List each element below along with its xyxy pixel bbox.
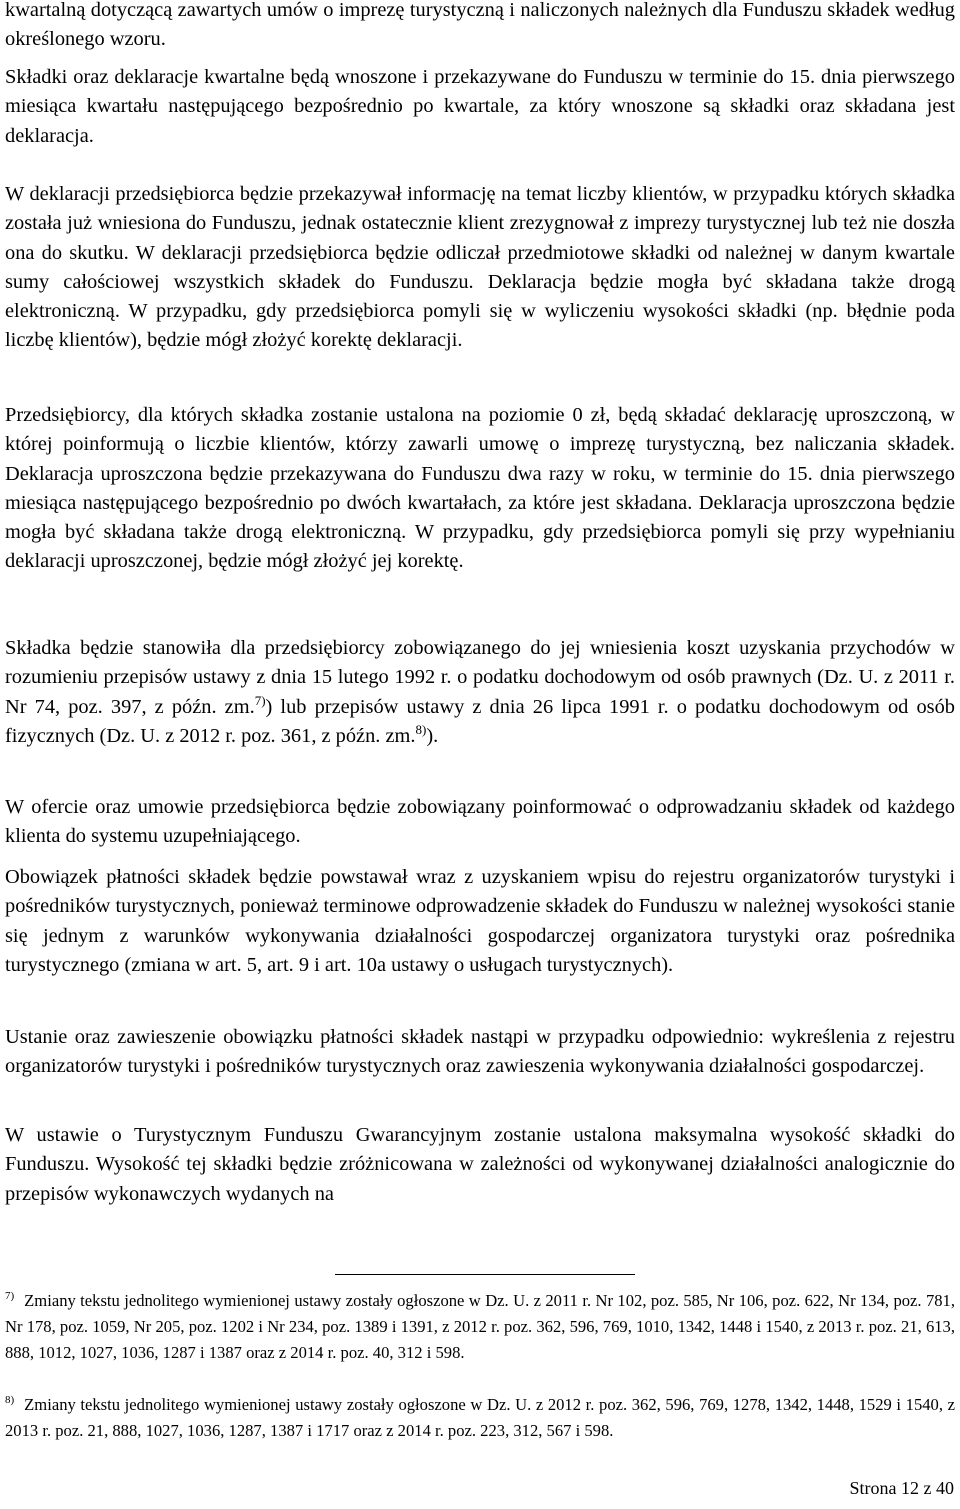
- paragraph-tax-cost-part-3: ).: [426, 724, 439, 747]
- paragraph-obligation-end: Ustanie oraz zawieszenie obowiązku płatności składek nastąpi w przypadku odpowiednio: wykreślenia z rejestru organizatorów turystyki i pośredników turystycznych oraz zawieszenia wykonywania działalności gospodarczej.: [5, 1026, 955, 1078]
- footnote-7: [5, 1288, 955, 1366]
- footnote-7-mark: 7): [5, 1290, 15, 1302]
- page-number: Strona 12 z 40: [849, 1478, 954, 1498]
- footnote-7-text: Zmiany tekstu jednolitego wymienionej ustawy zostały ogłoszone w Dz. U. z 2011 r. Nr 102, poz. 585, Nr 106, poz. 622, Nr 134, poz. 781, Nr 178, poz. 1059, Nr 205, poz. 1202 i Nr 234, poz. 1389 i 1391, z 2012 r. poz. 362, 596, 769, 1010, 1342, 1448 i 1540, z 2013 r. poz. 21, 613, 888, 1012, 1027, 1036, 1287 i 1387 oraz z 2014 r. poz. 40, 312 i 598.: [5, 1291, 955, 1362]
- paragraph-tax-cost-part-2: ) lub przepisów ustawy z dnia 26 lipca 1991 r. o podatku dochodowym od osób fizycznych (Dz. U. z 2012 r. poz. 361, z późn. zm.: [5, 695, 955, 747]
- paragraph-offer-information: W ofercie oraz umowie przedsiębiorca będzie zobowiązany poinformować o odprowadzaniu składek od każdego klienta do systemu uzupełniającego.: [5, 796, 955, 848]
- paragraph-tax-cost-part-1: Składka będzie stanowiła dla przedsiębiorcy zobowiązanego do jej wniesienia koszt uzyskania przychodów w rozumieniu przepisów ustawy z dnia 15 lutego 1992 r. o podatku dochodowym od osób prawnych (Dz. U. z 2011 r. Nr 74, poz. 397, z późn. zm.: [5, 637, 955, 718]
- footnote-8-mark: 8): [5, 1394, 15, 1406]
- footnote-separator: [335, 1274, 635, 1275]
- paragraph-payment-obligation: Obowiązek płatności składek będzie powstawał wraz z uzyskaniem wpisu do rejestru organizatorów turystyki i pośredników turystycznych, ponieważ terminowe odprowadzenie składek do Funduszu w należnej wysokości stanie się jednym z warunków wykonywania działalności gospodarczej organizatora turystyki oraz pośrednika turystycznego (zmiana w art. 5, art. 9 i art. 10a ustawy o usługach turystycznych).: [5, 866, 955, 976]
- paragraph-tax-cost: [5, 634, 955, 751]
- paragraph-declaration-continuation: kwartalną dotyczącą zawartych umów o imprezę turystyczną i naliczonych należnych dla Funduszu składek według określonego wzoru.: [5, 0, 955, 51]
- footnote-ref-8[interactable]: 8): [415, 721, 427, 737]
- footnote-ref-7[interactable]: 7): [254, 692, 266, 708]
- footnote-8: [5, 1392, 955, 1444]
- paragraph-simplified-declaration: Przedsiębiorcy, dla których składka zostanie ustalona na poziomie 0 zł, będą składać deklarację uproszczoną, w której poinformują o liczbie klientów, którzy zawarli umowę o imprezę turystyczną, bez naliczania składek. Deklaracja uproszczona będzie przekazywana do Funduszu dwa razy w roku, w terminie do 15. dnia pierwszego miesiąca następującego bezpośrednio po dwóch kwartałach, za które jest składana. Deklaracja uproszczona będzie mogła być składana także drogą elektroniczną. W przypadku, gdy przedsiębiorca pomyli się przy wypełnianiu deklaracji uproszczonej, będzie mógł złożyć jej korektę.: [5, 404, 955, 573]
- paragraph-maximum-contribution: W ustawie o Turystycznym Funduszu Gwarancyjnym zostanie ustalona maksymalna wysokość składki do Funduszu. Wysokość tej składki będzie zróżnicowana w zależności od wykonywanej działalności analogicznie do przepisów wykonawczych wydanych na: [5, 1124, 955, 1205]
- paragraph-payment-deadline: Składki oraz deklaracje kwartalne będą wnoszone i przekazywane do Funduszu w terminie do 15. dnia pierwszego miesiąca kwartału następującego bezpośrednio po kwartale, za który wnoszone są składki oraz składana jest deklaracja.: [5, 66, 955, 147]
- footnote-8-text: Zmiany tekstu jednolitego wymienionej ustawy zostały ogłoszone w Dz. U. z 2012 r. poz. 362, 596, 769, 1278, 1342, 1448, 1529 i 1540, z 2013 r. poz. 21, 888, 1027, 1036, 1287, 1387 i 1717 oraz z 2014 r. poz. 223, 312, 567 i 598.: [5, 1395, 955, 1440]
- paragraph-declaration-contents: W deklaracji przedsiębiorca będzie przekazywał informację na temat liczby klientów, w przypadku których składka została już wniesiona do Funduszu, jednak ostatecznie klient zrezygnował z imprezy turystycznej lub też nie doszła ona do skutku. W deklaracji przedsiębiorca będzie odliczał przedmiotowe składki od należnej w danym kwartale sumy całościowej wszystkich składek do Funduszu. Deklaracja będzie mogła być składana także drogą elektroniczną. W przypadku, gdy przedsiębiorca pomyli się w wyliczeniu wysokości składki (np. błędnie poda liczbę klientów), będzie mógł złożyć korektę deklaracji.: [5, 183, 955, 352]
